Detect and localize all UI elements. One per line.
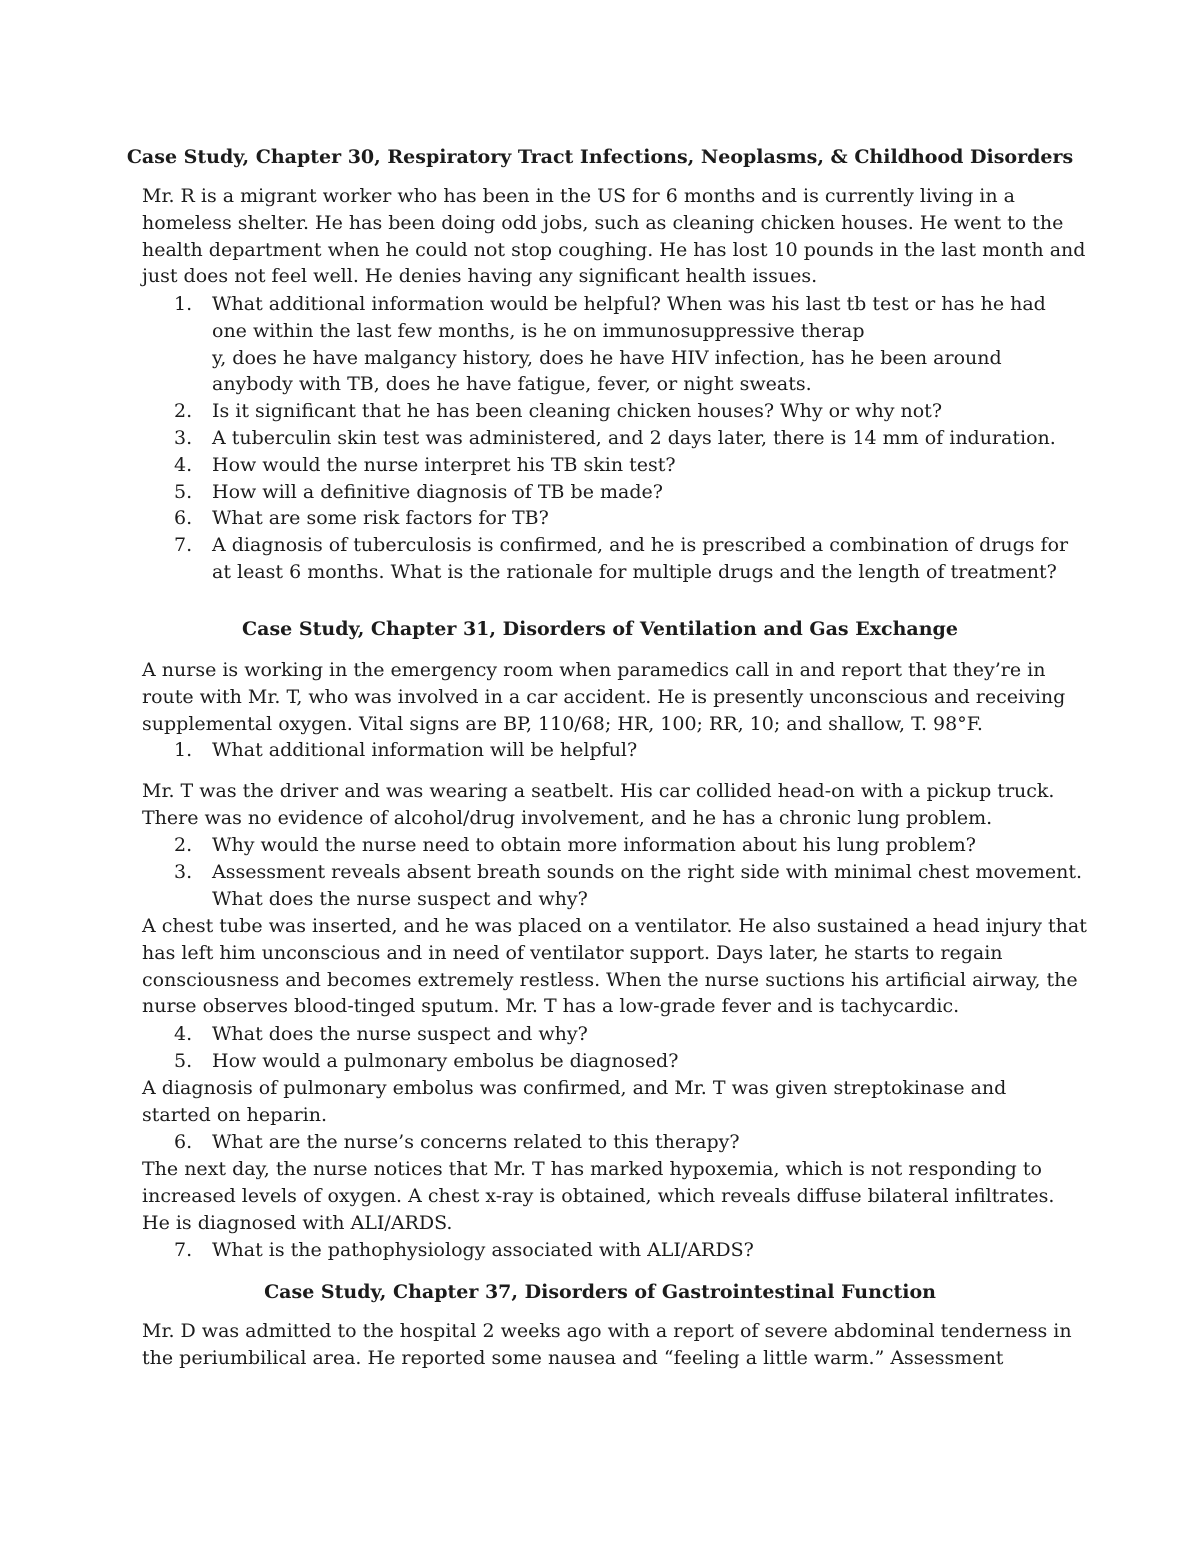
question-text: What are the nurse’s concerns related to this therapy? xyxy=(212,1131,740,1153)
question-text: How would a pulmonary embolus be diagnosed? xyxy=(212,1049,679,1072)
question-item xyxy=(142,1048,1072,1075)
text-line: health department when he could not stop coughing. He has lost 10 pounds in the last month and xyxy=(142,238,1086,261)
question-text: A tuberculin skin test was administered, and 2 days later, there is 14 mm of induration. xyxy=(212,426,1056,449)
question-list xyxy=(142,1129,1072,1156)
question-text: What is the pathophysiology associated with ALI/ARDS? xyxy=(212,1239,754,1261)
text-line: The next day, the nurse notices that Mr. T has marked hypoxemia, which is not responding to xyxy=(142,1158,1042,1180)
question-text: What additional information would be helpful? When was his last tb test or has he had xyxy=(212,293,1046,315)
case-paragraph xyxy=(142,1156,1072,1236)
question-text: anybody with TB, does he have fatigue, fever, or night sweats. xyxy=(212,373,812,396)
text-line: Mr. D was admitted to the hospital 2 weeks ago with a report of severe abdominal tenderness in xyxy=(142,1320,1072,1342)
text-line: nurse observes blood-tinged sputum. Mr. T has a low-grade fever and is tachycardic. xyxy=(142,995,960,1018)
question-item xyxy=(142,737,1072,764)
question-number: 1. xyxy=(174,293,193,315)
question-number: 2. xyxy=(174,834,193,856)
text-line: the periumbilical area. He reported some nausea and “feeling a little warm.” Assessment xyxy=(142,1346,1004,1369)
question-item xyxy=(142,1129,1072,1156)
text-line: supplemental oxygen. Vital signs are BP, 110/68; HR, 100; RR, 10; and shallow, T. 98°F. xyxy=(142,712,983,735)
case-paragraph xyxy=(142,1318,1072,1372)
question-text: What additional information will be helpful? xyxy=(212,739,638,761)
question-list xyxy=(142,832,1083,912)
question-item xyxy=(142,505,1072,532)
question-text: one within the last few months, is he on immunosuppressive therap xyxy=(212,319,865,342)
case-paragraph xyxy=(142,913,1087,1020)
section-title: Case Study, Chapter 37, Disorders of Gastrointestinal Function xyxy=(264,1281,936,1303)
question-text: What does the nurse suspect and why? xyxy=(212,887,588,910)
question-list xyxy=(142,291,1072,586)
question-item xyxy=(142,425,1072,452)
question-text: at least 6 months. What is the rationale for multiple drugs and the length of treatment? xyxy=(212,560,1057,583)
text-line: homeless shelter. He has been doing odd jobs, such as cleaning chicken houses. He went to the xyxy=(142,211,1064,234)
question-number: 3. xyxy=(174,860,193,883)
text-line: There was no evidence of alcohol/drug involvement, and he has a chronic lung problem. xyxy=(142,806,993,829)
question-number: 6. xyxy=(174,1131,193,1153)
question-item xyxy=(142,452,1072,479)
text-line: He is diagnosed with ALI/ARDS. xyxy=(142,1211,453,1234)
question-number: 4. xyxy=(174,1023,193,1045)
question-number: 5. xyxy=(174,1049,193,1072)
question-item xyxy=(142,859,1083,913)
question-list xyxy=(142,737,1072,764)
question-item xyxy=(142,398,1072,425)
question-item xyxy=(142,532,1072,586)
text-line: started on heparin. xyxy=(142,1103,327,1126)
question-number: 4. xyxy=(174,453,193,476)
text-line: route with Mr. T, who was involved in a car accident. He is presently unconscious and receiving xyxy=(142,685,1066,708)
question-item xyxy=(142,1021,1072,1048)
question-text: How would the nurse interpret his TB skin test? xyxy=(212,453,676,476)
question-text: How will a definitive diagnosis of TB be made? xyxy=(212,480,663,503)
question-text: What are some risk factors for TB? xyxy=(212,507,549,530)
question-number: 5. xyxy=(174,480,193,503)
question-number: 7. xyxy=(174,1239,193,1261)
case-paragraph xyxy=(142,778,1072,832)
text-line: Mr. T was the driver and was wearing a seatbelt. His car collided head-on with a pickup truck. xyxy=(142,780,1055,802)
question-text: Why would the nurse need to obtain more information about his lung problem? xyxy=(212,834,976,856)
question-number: 1. xyxy=(174,739,193,761)
text-line: A chest tube was inserted, and he was placed on a ventilator. He also sustained a head injury that xyxy=(142,915,1087,937)
question-list xyxy=(142,1237,1072,1264)
text-line: just does not feel well. He denies having any significant health issues. xyxy=(142,265,818,288)
text-line: consciousness and becomes extremely restless. When the nurse suctions his artificial airway, the xyxy=(142,968,1078,991)
question-number: 6. xyxy=(174,507,193,530)
question-number: 2. xyxy=(174,400,193,423)
text-line: A nurse is working in the emergency room when paramedics call in and report that they’re in xyxy=(142,659,1046,681)
case-paragraph xyxy=(142,1075,1072,1129)
question-number: 3. xyxy=(174,426,193,449)
section-title: Case Study, Chapter 31, Disorders of Ventilation and Gas Exchange xyxy=(242,618,958,640)
question-text: What does the nurse suspect and why? xyxy=(212,1023,588,1045)
case-paragraph xyxy=(142,657,1072,737)
question-text: Is it significant that he has been cleaning chicken houses? Why or why not? xyxy=(212,400,943,423)
text-line: Mr. R is a migrant worker who has been in the US for 6 months and is currently living in a xyxy=(142,185,1015,207)
question-item xyxy=(142,1237,1072,1264)
text-line: increased levels of oxygen. A chest x-ray is obtained, which reveals diffuse bilateral infiltrates. xyxy=(142,1184,1055,1207)
question-text: Assessment reveals absent breath sounds on the right side with minimal chest movement. xyxy=(212,860,1083,883)
question-text: A diagnosis of tuberculosis is confirmed, and he is prescribed a combination of drugs for xyxy=(212,534,1069,557)
question-item xyxy=(142,479,1072,506)
question-list xyxy=(142,1021,1072,1075)
text-line: A diagnosis of pulmonary embolus was confirmed, and Mr. T was given streptokinase and xyxy=(142,1077,1007,1099)
text-line: has left him unconscious and in need of ventilator support. Days later, he starts to regain xyxy=(142,941,1003,964)
case-paragraph xyxy=(142,183,1086,290)
question-item xyxy=(142,291,1072,398)
question-item xyxy=(142,832,1072,859)
question-number: 7. xyxy=(174,534,193,557)
question-text: y, does he have malgancy history, does he have HIV infection, has he been around xyxy=(212,346,1002,369)
section-title: Case Study, Chapter 30, Respiratory Tract Infections, Neoplasms, & Childhood Disorders xyxy=(126,146,1074,168)
